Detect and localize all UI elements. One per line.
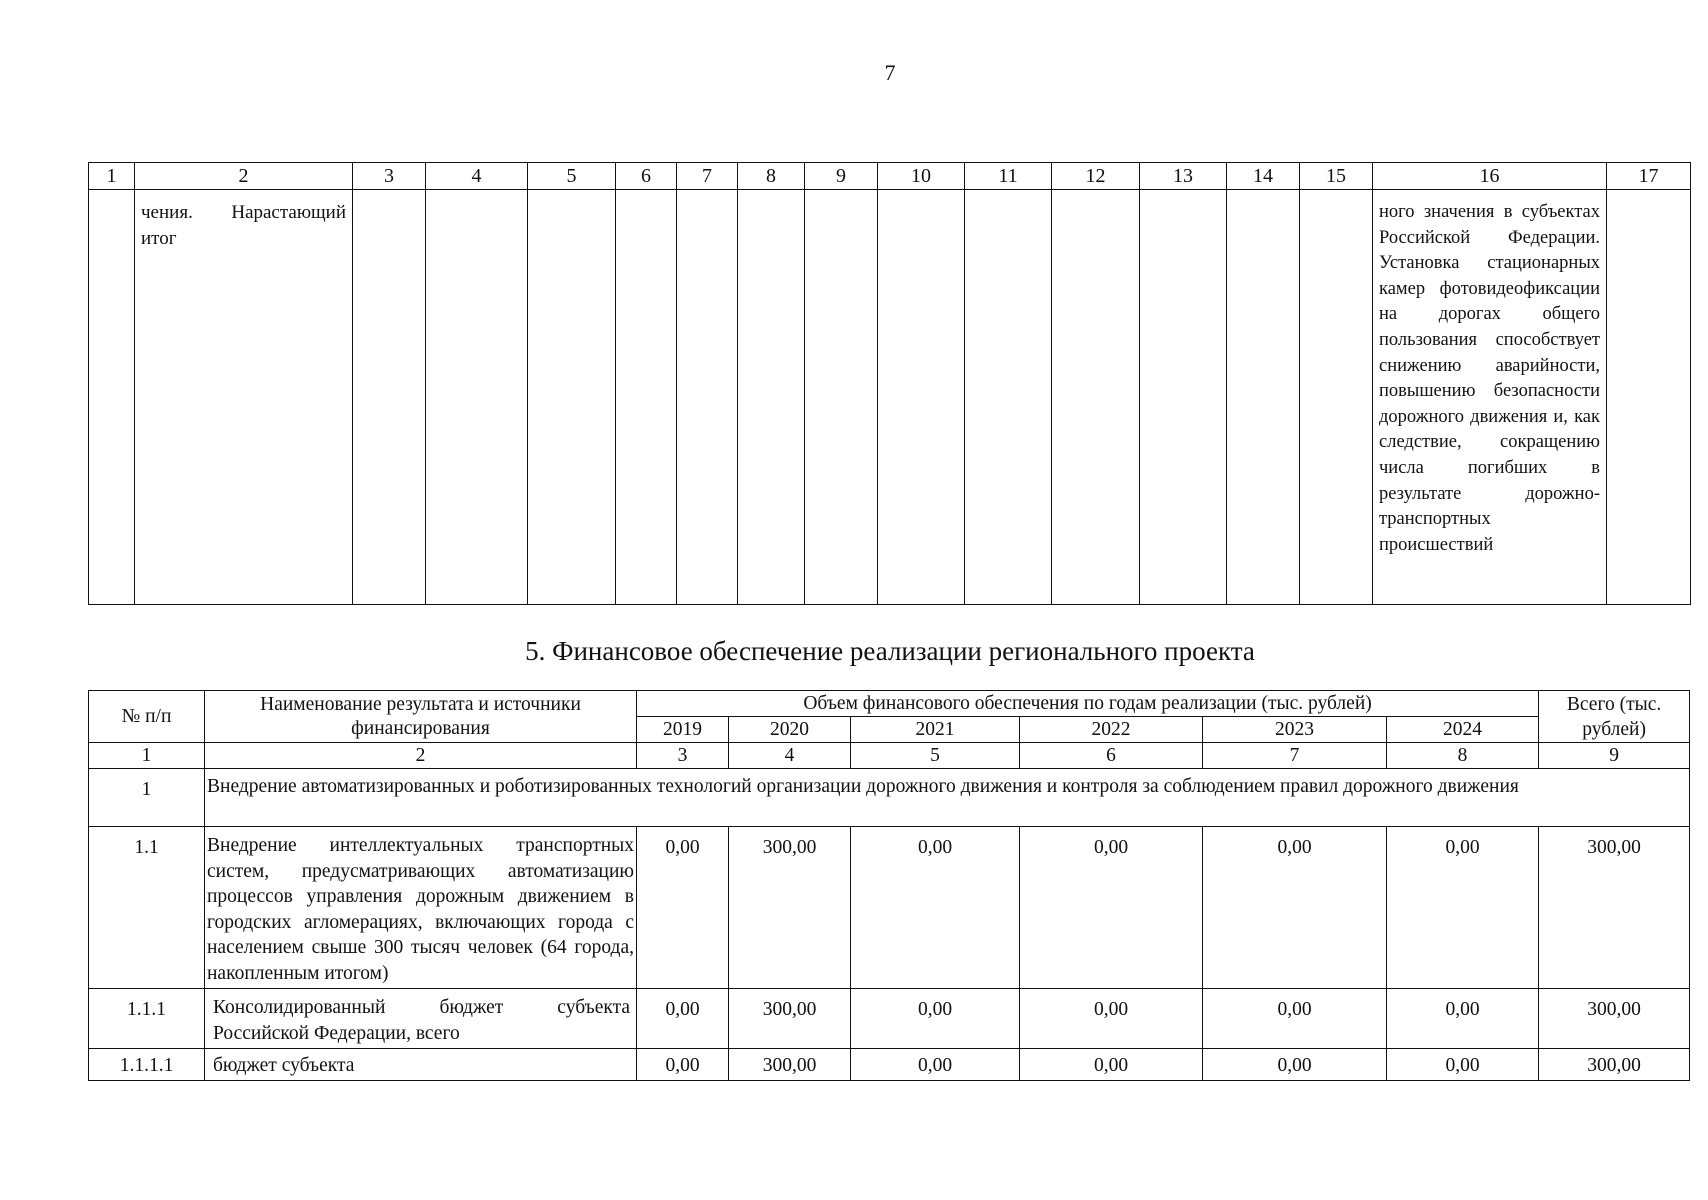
value-cell: 0,00: [1203, 989, 1387, 1049]
col-number: 4: [426, 163, 528, 190]
value-cell: 0,00: [851, 1049, 1020, 1081]
value-cell: 300,00: [729, 1049, 851, 1081]
header-row: [89, 691, 1690, 717]
col-number: 7: [677, 163, 738, 190]
header-year: 2024: [1387, 717, 1539, 743]
col-number: 17: [1607, 163, 1691, 190]
value-cell: 0,00: [1020, 1049, 1203, 1081]
table-row: [89, 190, 1691, 605]
header-year: 2022: [1020, 717, 1203, 743]
col-number: 11: [965, 163, 1052, 190]
indicator-text: чения. Нарастающий итог: [141, 202, 346, 249]
value-cell: 0,00: [851, 989, 1020, 1049]
col-number: 14: [1227, 163, 1300, 190]
col-number: 6: [616, 163, 677, 190]
col-number: 6: [1020, 743, 1203, 769]
header-year: 2020: [729, 717, 851, 743]
header-num: № п/п: [89, 691, 205, 743]
value-cell: 0,00: [637, 827, 729, 989]
col-number: 9: [805, 163, 878, 190]
total-cell: 300,00: [1539, 989, 1690, 1049]
col-number: 16: [1373, 163, 1607, 190]
section-row-text: Внедрение автоматизированных и роботизированных технологий организации дорожного движения и контроля за соблюдением правил дорожного движения: [205, 769, 1690, 827]
value-cell: 0,00: [637, 989, 729, 1049]
col-number: 5: [528, 163, 616, 190]
section-title: 5. Финансовое обеспечение реализации регионального проекта: [525, 636, 1255, 666]
col-number: 9: [1539, 743, 1690, 769]
col-number: 12: [1052, 163, 1140, 190]
row-number: 1.1.1.1: [89, 1049, 205, 1081]
value-cell: 0,00: [1387, 1049, 1539, 1081]
col-number: 2: [205, 743, 637, 769]
col-number: 10: [878, 163, 965, 190]
value-cell: 0,00: [1203, 1049, 1387, 1081]
row-number: 1.1: [89, 827, 205, 989]
total-cell: 300,00: [1539, 1049, 1690, 1081]
row-number: 1.1.1: [89, 989, 205, 1049]
col-number: 8: [738, 163, 805, 190]
value-cell: 300,00: [729, 827, 851, 989]
col-number: 13: [1140, 163, 1227, 190]
column-number-row: [89, 163, 1691, 190]
header-name: Наименование результата и источники финансирования: [205, 691, 637, 743]
row-name: Внедрение интеллектуальных транспортных систем, предусматривающих автоматизацию процессов управления дорожным движением в городских агломерациях, включающих города с населением свыше 300 тысяч человек (64 города, накопленным итогом): [205, 827, 637, 989]
comment-text: ного значения в субъектах Российской Федерации. Установка стационарных камер фотовидеофиксации на дорогах общего пользования способствует снижению аварийности, повышению безопасности дорожного движения и, как следствие, сокращению числа погибших в результате дорожно-транспортных происшествий: [1379, 202, 1600, 555]
col-number: 15: [1300, 163, 1373, 190]
table-row: [89, 1049, 1690, 1081]
row-name: бюджет субъекта: [205, 1049, 637, 1081]
total-cell: 300,00: [1539, 827, 1690, 989]
col-number: 7: [1203, 743, 1387, 769]
value-cell: 0,00: [1203, 827, 1387, 989]
col-number: 3: [637, 743, 729, 769]
section-row: [89, 769, 1690, 827]
continuation-table: [88, 162, 1691, 605]
value-cell: 0,00: [1020, 989, 1203, 1049]
column-number-row: [89, 743, 1690, 769]
row-name: Консолидированный бюджет субъекта Российской Федерации, всего: [205, 989, 637, 1049]
value-cell: 0,00: [1387, 827, 1539, 989]
col-number: 1: [89, 163, 135, 190]
row-number: 1: [89, 769, 205, 827]
table-row: [89, 827, 1690, 989]
financing-table: [88, 690, 1690, 1081]
col-number: 2: [135, 163, 353, 190]
col-number: 4: [729, 743, 851, 769]
page-number: 7: [884, 60, 896, 85]
value-cell: 0,00: [851, 827, 1020, 989]
header-year: 2023: [1203, 717, 1387, 743]
header-volume: Объем финансового обеспечения по годам реализации (тыс. рублей): [637, 691, 1539, 717]
header-year: 2021: [851, 717, 1020, 743]
value-cell: 0,00: [1020, 827, 1203, 989]
table-row: [89, 989, 1690, 1049]
col-number: 3: [353, 163, 426, 190]
header-total: Всего (тыс. рублей): [1539, 691, 1690, 743]
col-number: 8: [1387, 743, 1539, 769]
col-number: 5: [851, 743, 1020, 769]
value-cell: 0,00: [1387, 989, 1539, 1049]
value-cell: 0,00: [637, 1049, 729, 1081]
col-number: 1: [89, 743, 205, 769]
value-cell: 300,00: [729, 989, 851, 1049]
header-year: 2019: [637, 717, 729, 743]
